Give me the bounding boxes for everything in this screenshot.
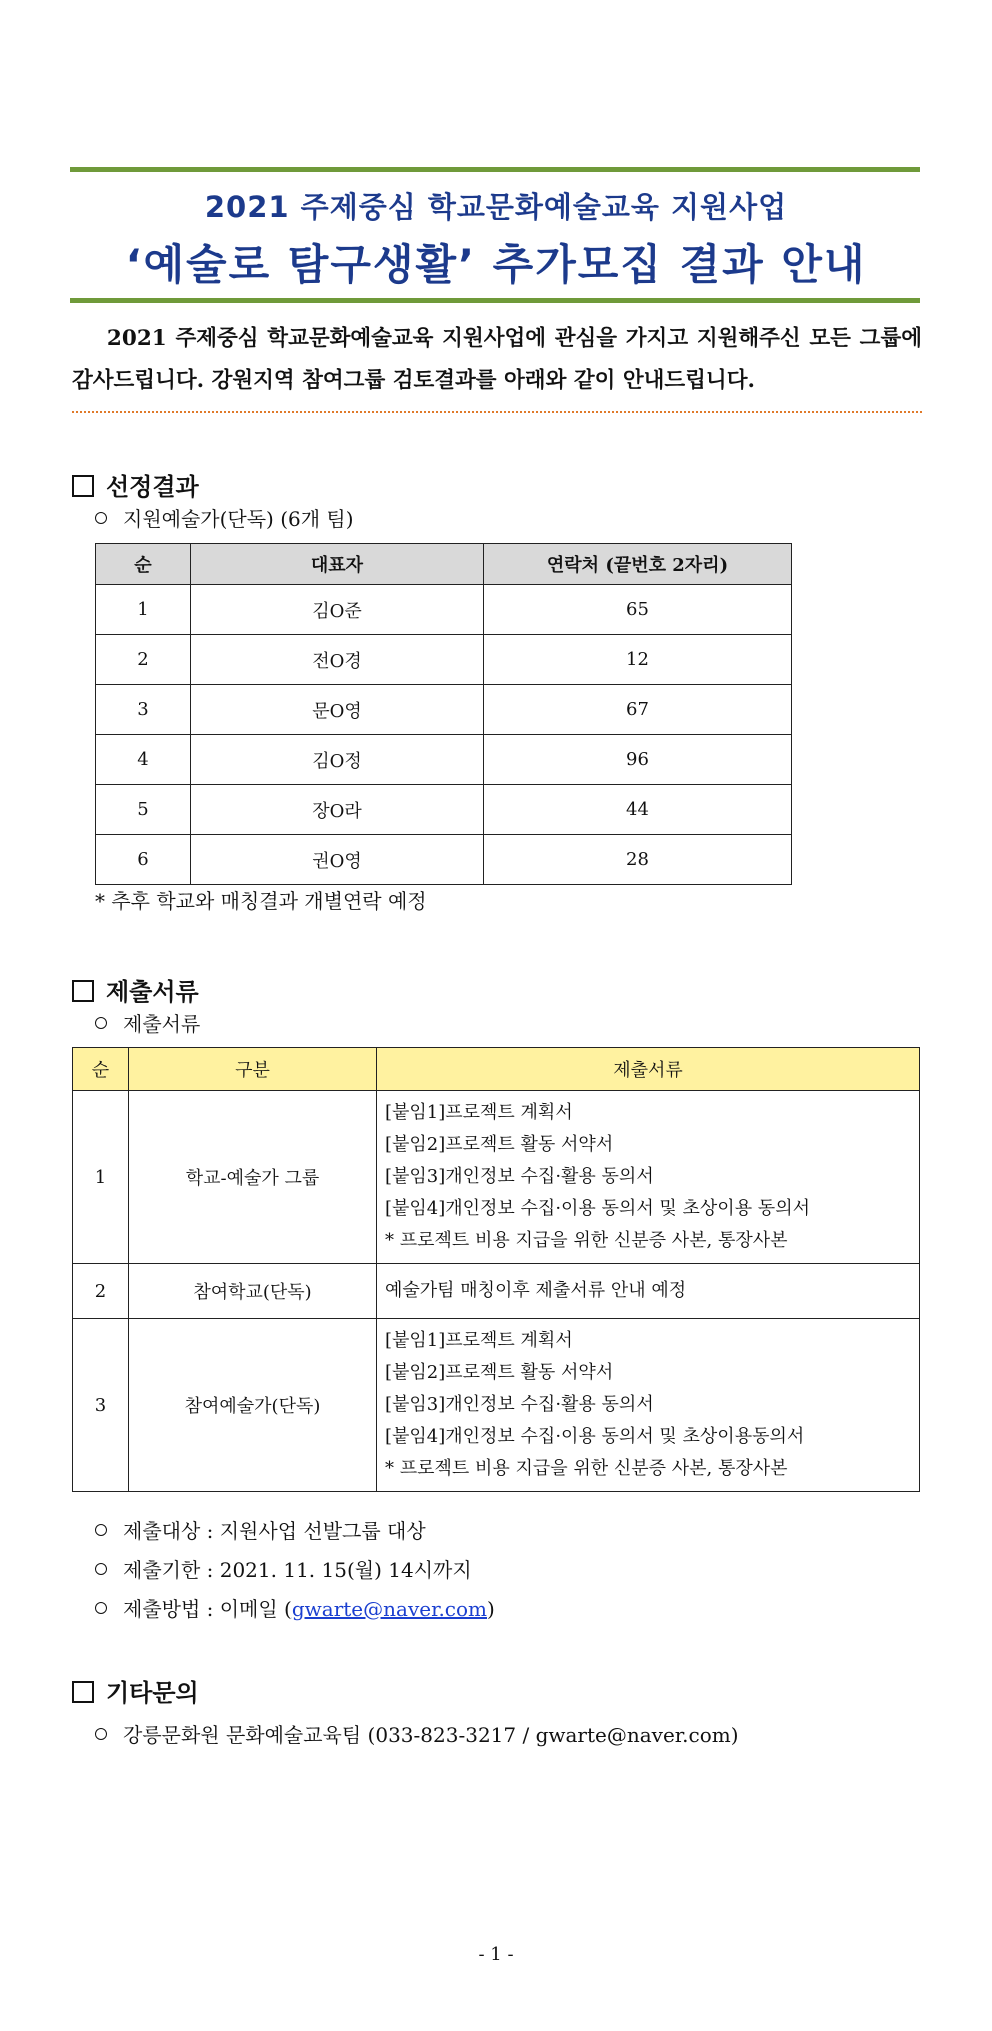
- table-row: [96, 585, 792, 635]
- table-row: [96, 635, 792, 685]
- cell: 참여예술가(단독): [129, 1319, 377, 1492]
- docs-cell: [377, 1091, 920, 1264]
- cell: 권O영: [191, 835, 484, 885]
- col-header: 제출서류: [377, 1048, 920, 1091]
- cell: 참여학교(단독): [129, 1264, 377, 1319]
- table-header-row: [96, 544, 792, 585]
- email-link[interactable]: gwarte@naver.com: [291, 1597, 488, 1621]
- table-row: [96, 685, 792, 735]
- doc-line: [붙임2]프로젝트 활동 서약서: [385, 1134, 614, 1155]
- cell: 28: [484, 835, 792, 885]
- page-number: - 1 -: [478, 1944, 514, 1965]
- intro-paragraph: 2021 주제중심 학교문화예술교육 지원사업에 관심을 가지고 지원해주신 모든 그룹에 감사드립니다. 강원지역 참여그룹 검토결과를 아래와 같이 안내드립니다.: [72, 326, 922, 393]
- cell: 12: [484, 635, 792, 685]
- cell: 44: [484, 785, 792, 835]
- docs-cell: [377, 1264, 920, 1319]
- circle-bullet-icon: [95, 1017, 107, 1029]
- doc-line: * 프로젝트 비용 지급을 위한 신분증 사본, 통장사본: [385, 1230, 788, 1251]
- cell: 3: [96, 685, 191, 735]
- table-row: [73, 1319, 920, 1492]
- title-line-2: ‘예술로 탐구생활’ 추가모집 결과 안내: [125, 240, 867, 289]
- cell: 67: [484, 685, 792, 735]
- doc-line: [붙임2]프로젝트 활동 서약서: [385, 1362, 614, 1383]
- doc-line: 예술가팀 매칭이후 제출서류 안내 예정: [385, 1280, 687, 1301]
- bottom-rule: [70, 298, 920, 303]
- dotted-divider: [72, 411, 922, 413]
- cell: 2: [73, 1264, 129, 1319]
- documents-subheading: 제출서류: [95, 1008, 200, 1037]
- cell: 학교-예술가 그룹: [129, 1091, 377, 1264]
- doc-line: [붙임1]프로젝트 계획서: [385, 1102, 573, 1123]
- col-header: 순: [96, 544, 191, 585]
- table-row: [96, 735, 792, 785]
- submit-target: 제출대상 : 지원사업 선발그룹 대상: [95, 1515, 426, 1544]
- col-header: 연락처 (끝번호 2자리): [484, 544, 792, 585]
- circle-bullet-icon: [95, 1602, 107, 1614]
- doc-line: * 프로젝트 비용 지급을 위한 신분증 사본, 통장사본: [385, 1458, 788, 1479]
- table-row: [73, 1091, 920, 1264]
- cell: 전O경: [191, 635, 484, 685]
- table-row: [96, 785, 792, 835]
- doc-line: [붙임4]개인정보 수집·이용 동의서 및 초상이용 동의서: [385, 1198, 810, 1219]
- doc-line: [붙임3]개인정보 수집·활용 동의서: [385, 1394, 654, 1415]
- docs-cell: [377, 1319, 920, 1492]
- cell: 5: [96, 785, 191, 835]
- circle-bullet-icon: [95, 1524, 107, 1536]
- table-row: [96, 835, 792, 885]
- section-heading-inquiry: 기타문의: [72, 1673, 199, 1708]
- results-subheading: 지원예술가(단독) (6개 팀): [95, 503, 354, 532]
- cell: 문O영: [191, 685, 484, 735]
- checkbox-square-icon: [72, 475, 94, 497]
- cell: 3: [73, 1319, 129, 1492]
- section-heading-documents: 제출서류: [72, 972, 199, 1007]
- results-note: * 추후 학교와 매칭결과 개별연락 예정: [95, 889, 427, 913]
- results-table: [95, 543, 792, 885]
- col-header: 대표자: [191, 544, 484, 585]
- cell: 65: [484, 585, 792, 635]
- cell: 2: [96, 635, 191, 685]
- section-heading-results: 선정결과: [72, 467, 199, 502]
- submit-deadline: 제출기한 : 2021. 11. 15(월) 14시까지: [95, 1554, 472, 1583]
- table-header-row: [73, 1048, 920, 1091]
- col-header: 구분: [129, 1048, 377, 1091]
- doc-line: [붙임4]개인정보 수집·이용 동의서 및 초상이용동의서: [385, 1426, 805, 1447]
- circle-bullet-icon: [95, 512, 107, 524]
- cell: 김O준: [191, 585, 484, 635]
- circle-bullet-icon: [95, 1563, 107, 1575]
- cell: 1: [96, 585, 191, 635]
- inquiry-contact: 강릉문화원 문화예술교육팀 (033-823-3217 / gwarte@naver.com): [95, 1719, 739, 1748]
- submit-method: 제출방법 : 이메일 (gwarte@naver.com): [95, 1593, 495, 1622]
- checkbox-square-icon: [72, 980, 94, 1002]
- documents-table: [72, 1047, 920, 1492]
- table-row: [73, 1264, 920, 1319]
- cell: 김O정: [191, 735, 484, 785]
- cell: 4: [96, 735, 191, 785]
- cell: 장O라: [191, 785, 484, 835]
- cell: 6: [96, 835, 191, 885]
- cell: 1: [73, 1091, 129, 1264]
- doc-line: [붙임1]프로젝트 계획서: [385, 1330, 573, 1351]
- top-rule: [70, 167, 920, 172]
- title-line-1: 2021 주제중심 학교문화예술교육 지원사업: [204, 190, 788, 224]
- circle-bullet-icon: [95, 1728, 107, 1740]
- col-header: 순: [73, 1048, 129, 1091]
- checkbox-square-icon: [72, 1681, 94, 1703]
- doc-line: [붙임3]개인정보 수집·활용 동의서: [385, 1166, 654, 1187]
- cell: 96: [484, 735, 792, 785]
